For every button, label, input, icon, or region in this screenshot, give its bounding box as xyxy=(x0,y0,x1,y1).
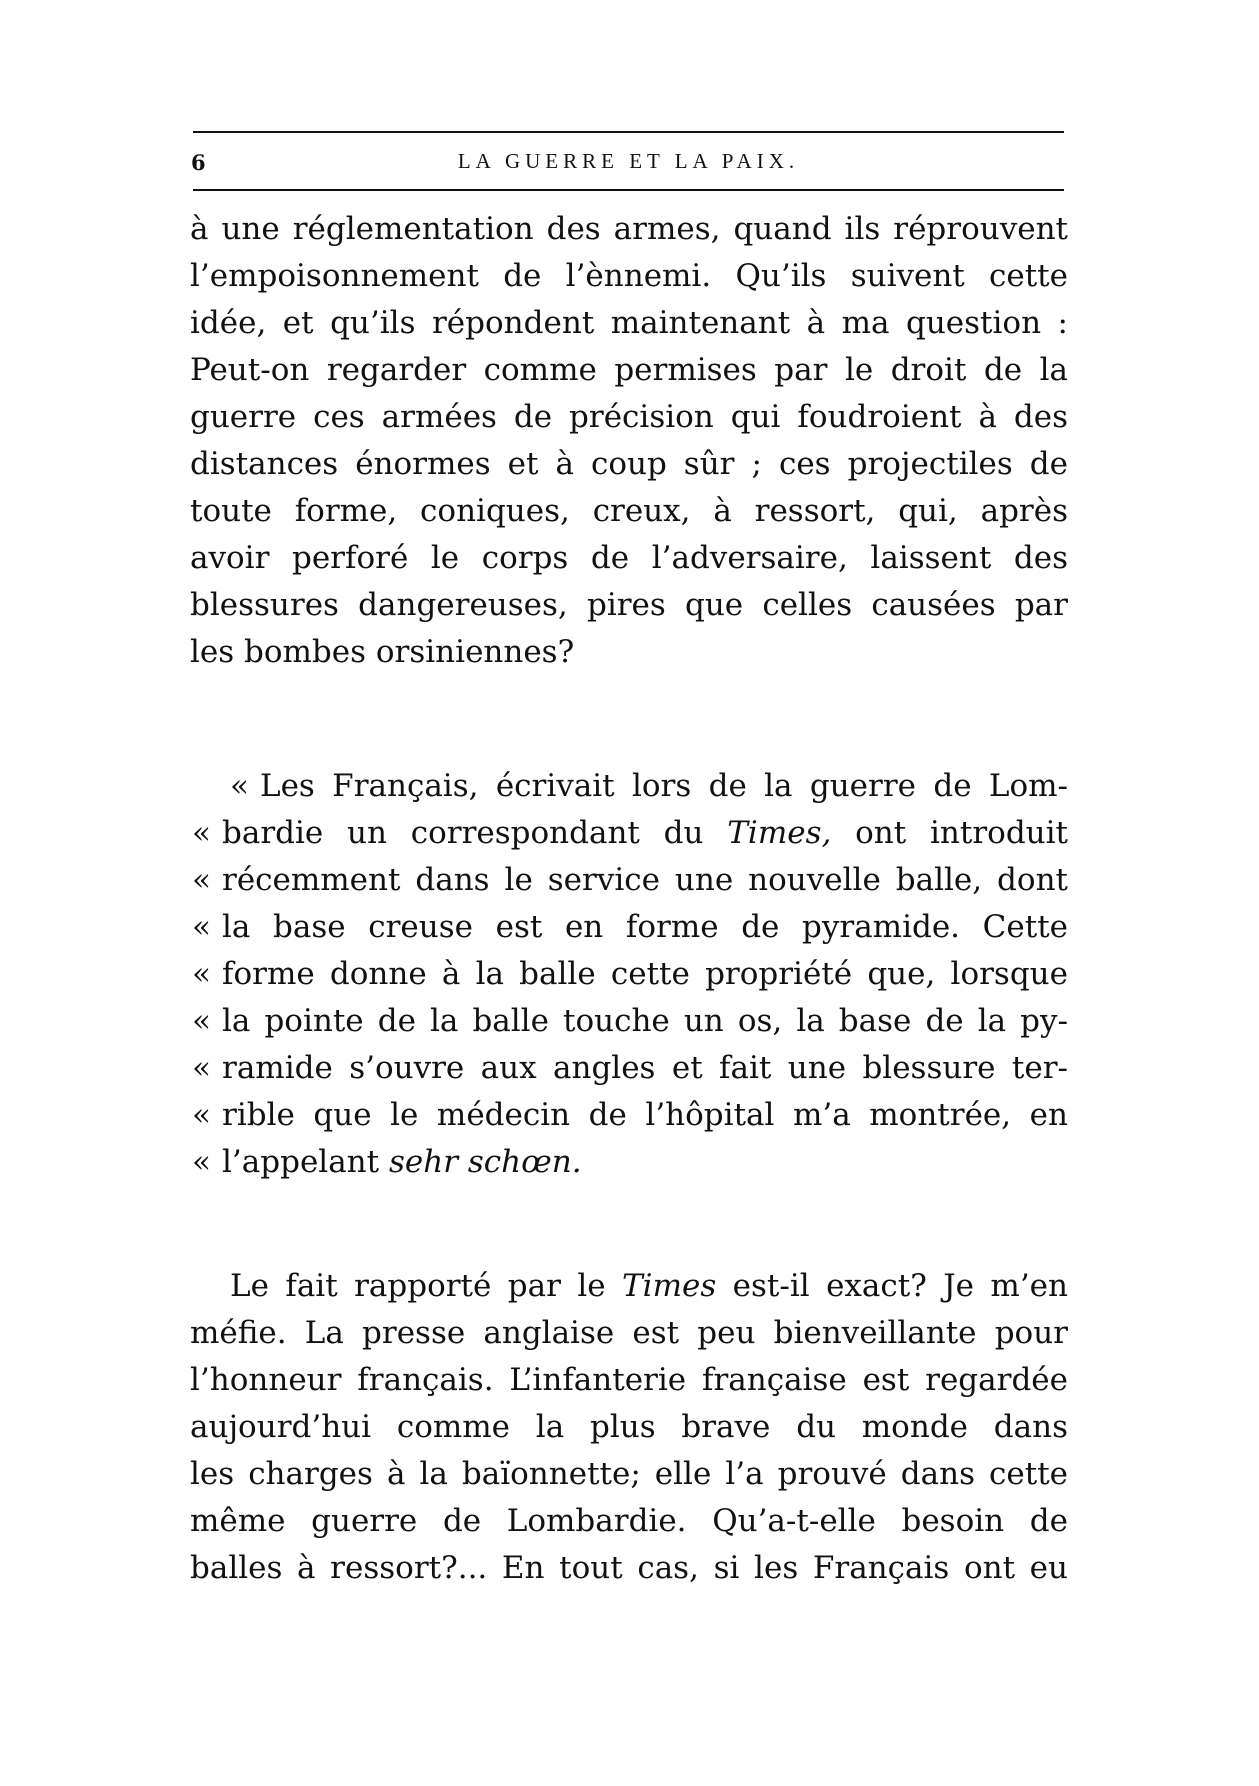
italic-phrase: sehr schœn. xyxy=(388,1144,582,1180)
italic-title: Times xyxy=(622,1268,717,1304)
quote-line: « l’appelant sehr schœn. xyxy=(190,1136,1068,1188)
text-line: balles à ressort?... En tout cas, si les Français ont eu xyxy=(190,1550,1068,1586)
guillemet: « xyxy=(192,1097,211,1133)
text-line: l’empoisonnement de l’ènnemi. Qu’ils suivent cette xyxy=(190,258,1068,294)
quote-line: « bardie un correspondant du Times, ont introduit xyxy=(190,807,1068,859)
text-line: aujourd’hui comme la plus brave du monde dans xyxy=(190,1409,1068,1445)
text-line: Le fait rapporté par le Times est-il exact? Je m’en xyxy=(230,1268,1068,1304)
quote-line: « la base creuse est en forme de pyramide. Cette xyxy=(190,901,1068,953)
running-title: LA GUERRE ET LA PAIX. xyxy=(457,149,800,173)
quote-line: « Les Français, écrivait lors de la guerre de Lom- xyxy=(190,760,1068,812)
text-line: méfie. La presse anglaise est peu bienveillante pour xyxy=(190,1315,1068,1351)
quote-line: « la pointe de la balle touche un os, la base de la py- xyxy=(190,995,1068,1047)
text-line: l’honneur français. L’infanterie française est regardée xyxy=(190,1362,1068,1398)
guillemet: « xyxy=(230,768,249,804)
text-line: même guerre de Lombardie. Qu’a-t-elle besoin de xyxy=(190,1503,1068,1539)
text-line: avoir perforé le corps de l’adversaire, laissent des xyxy=(190,540,1068,576)
text-line: guerre ces armées de précision qui foudroient à des xyxy=(190,399,1068,435)
text-line: les bombes orsiniennes? xyxy=(190,634,575,670)
guillemet: « xyxy=(192,862,211,898)
header-rule-bottom xyxy=(193,189,1064,191)
page-number: 6 xyxy=(191,150,206,175)
text-line: Peut-on regarder comme permises par le droit de la xyxy=(190,352,1068,388)
guillemet: « xyxy=(192,1050,211,1086)
text-line: à une réglementation des armes, quand ils réprouvent xyxy=(190,211,1068,247)
text-line: blessures dangereuses, pires que celles causées par xyxy=(190,587,1068,623)
quote-line: « récemment dans le service une nouvelle balle, dont xyxy=(190,854,1068,906)
text-line: idée, et qu’ils répondent maintenant à ma question : xyxy=(190,305,1068,341)
text-line: toute forme, coniques, creux, à ressort, qui, après xyxy=(190,493,1068,529)
quote-line: « rible que le médecin de l’hôpital m’a montrée, en xyxy=(190,1089,1068,1141)
quote-line: « forme donne à la balle cette propriété que, lorsque xyxy=(190,948,1068,1000)
guillemet: « xyxy=(192,956,211,992)
text-line: les charges à la baïonnette; elle l’a prouvé dans cette xyxy=(190,1456,1068,1492)
header-rule-top xyxy=(193,131,1064,133)
guillemet: « xyxy=(192,909,211,945)
guillemet: « xyxy=(192,1003,211,1039)
italic-title: Times, xyxy=(727,815,832,851)
text-line: distances énormes et à coup sûr ; ces projectiles de xyxy=(190,446,1068,482)
guillemet: « xyxy=(192,815,211,851)
quote-line: « ramide s’ouvre aux angles et fait une blessure ter- xyxy=(190,1042,1068,1094)
guillemet: « xyxy=(192,1144,211,1180)
